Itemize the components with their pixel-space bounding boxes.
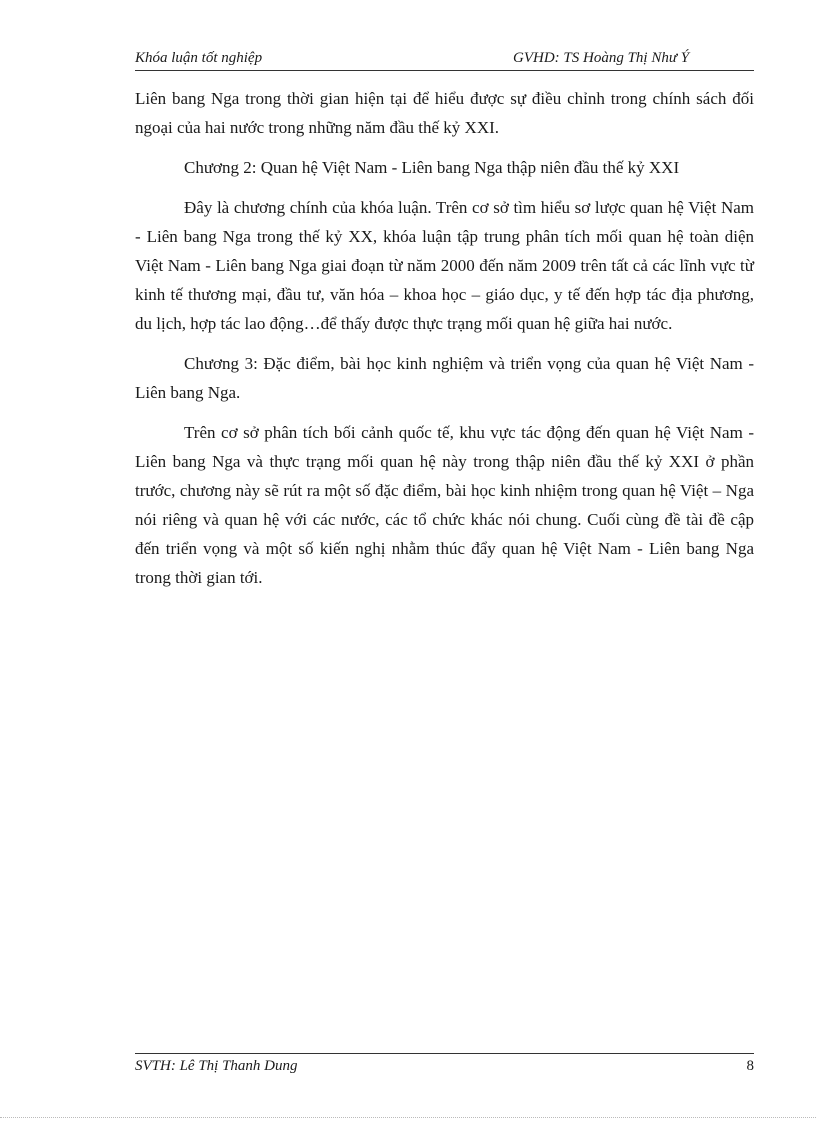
paragraph-chapter-3: Trên cơ sở phân tích bối cảnh quốc tế, khu vực tác động đến quan hệ Việt Nam - Liên bang Nga và thực trạng mối quan hệ này trong thập niên đầu thế kỷ XXI ở phần trước, chương này sẽ rút ra một số đặc điểm, bài học kinh nhiệm trong quan hệ Việt – Nga nói riêng và quan hệ với các nước, các tổ chức khác nói chung. Cuối cùng đề tài đề cập đến triển vọng và một số kiến nghị nhằm thúc đẩy quan hệ Việt Nam - Liên bang Nga trong thời gian tới. <box>135 423 754 587</box>
header-advisor: GVHD: TS Hoàng Thị Như Ý <box>513 50 690 66</box>
chapter-3-heading: Chương 3: Đặc điểm, bài học kinh nghiệm và triển vọng của quan hệ Việt Nam - Liên bang Nga. <box>135 354 754 402</box>
footer-student: SVTH: Lê Thị Thanh Dung <box>135 1058 298 1074</box>
page-header <box>135 50 754 71</box>
page-number: 8 <box>746 1058 754 1074</box>
page-footer <box>135 1053 754 1078</box>
paragraph-chapter-2: Đây là chương chính của khóa luận. Trên cơ sở tìm hiểu sơ lược quan hệ Việt Nam - Liên bang Nga trong thế kỷ XX, khóa luận tập trung phân tích mối quan hệ toàn diện Việt Nam - Liên bang Nga giai đoạn từ năm 2000 đến năm 2009 trên tất cả các lĩnh vực từ kinh tế thương mại, đầu tư, văn hóa – khoa học – giáo dục, y tế đến hợp tác địa phương, du lịch, hợp tác lao động…để thấy được thực trạng mối quan hệ giữa hai nước. <box>135 198 754 333</box>
page-content <box>135 84 754 603</box>
page-bottom-divider <box>0 1117 816 1118</box>
header-thesis-title: Khóa luận tốt nghiệp <box>135 50 263 66</box>
chapter-2-heading: Chương 2: Quan hệ Việt Nam - Liên bang Nga thập niên đầu thế kỷ XXI <box>184 158 680 177</box>
paragraph-1: Liên bang Nga trong thời gian hiện tại để hiểu được sự điều chỉnh trong chính sách đối ngoại của hai nước trong những năm đầu thế kỷ XXI. <box>135 89 754 137</box>
